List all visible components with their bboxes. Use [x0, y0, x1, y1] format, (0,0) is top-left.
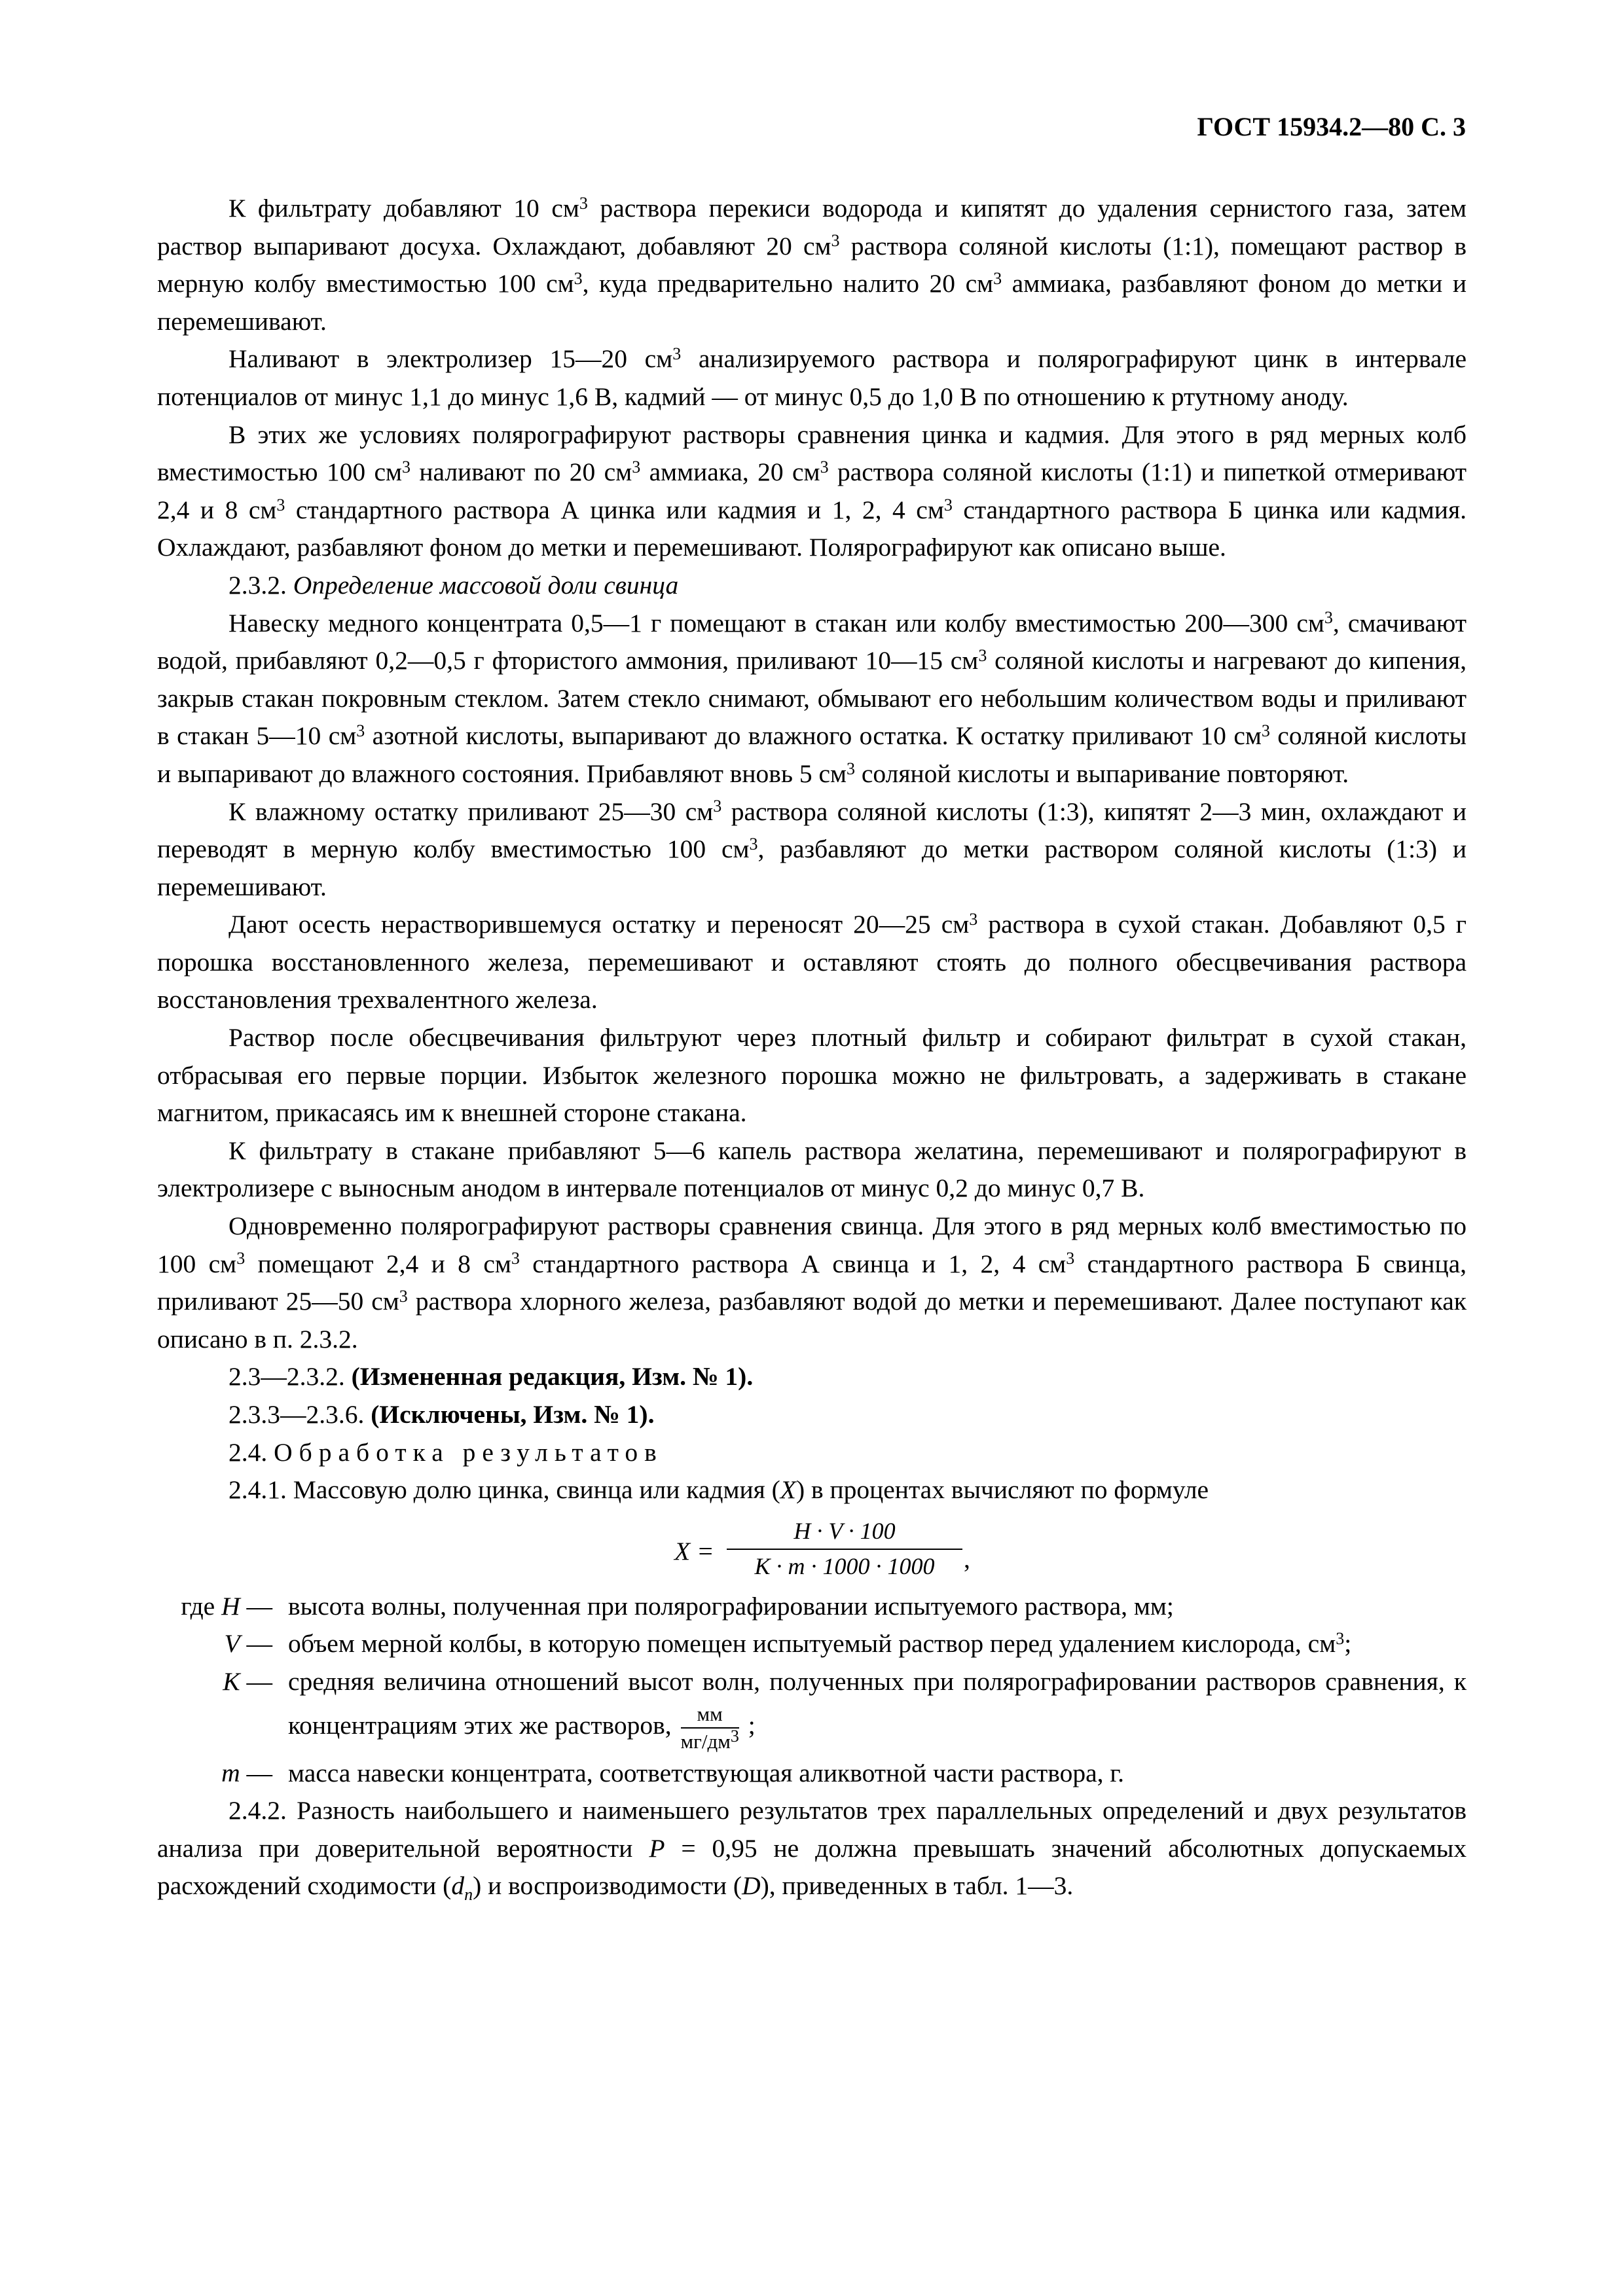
edition-note: 2.3—2.3.2. (Измененная редакция, Изм. № 1). [228, 1362, 754, 1391]
paragraph: Наливают в электролизер 15—20 $см^3$ анализируемого раствора и полярографируют цинк в интервале потенциалов от минус 1,1 до минус 1,6 В, кадмий — от минус 0,5 до 1,0 В по отношению к ртутному аноду. [157, 344, 1467, 411]
paragraph: Раствор после обесцвечивания фильтруют через плотный фильтр и собирают фильтрат в сухой стакан, отбрасывая его первые порции. Избыток железного порошка можно не фильтровать, а задерживать в стакане магнитом, прикасаясь им к внешней стороне стакана. [157, 1023, 1467, 1128]
paragraph: Дают осесть нерастворившемуся остатку и переносят 20—25 $см^3$ раствора в сухой стакан. Добавляют 0,5 г порошка восстановленного железа, перемешивают и оставляют стоять до полного обесцвечивания раствора восстановления трехвалентного железа. [157, 910, 1467, 1014]
edition-note: 2.3.3—2.3.6. (Исключены, Изм. № 1). [228, 1400, 655, 1429]
paragraph: К фильтрату добавляют 10 $см^3$ раствора перекиси водорода и кипятят до удаления сернистого газа, затем раствор выпаривают досуха. Охлаждают, добавляют 20 $см^3$ раствора соляной кислоты (1:1), помещают раствор в мерную колбу вместимостью 100 $см^3$, куда предварительно налито 20 $см^3$ аммиака, разбавляют фоном до метки и перемешивают. [157, 193, 1467, 336]
paragraph: 2.4.1. Массовую долю цинка, свинца или кадмия (X) в процентах вычисляют по формуле [228, 1475, 1209, 1505]
paragraph: Одновременно полярографируют растворы сравнения свинца. Для этого в ряд мерных колб вместимостью по 100 $см^3$ помещают 2,4 и 8 $см^3$ стандартного раствора А свинца и 1, 2, 4 $см^3$ стандартного раствора Б свинца, приливают 25—50 $см^3$ раствора хлорного железа, разбавляют водой до метки и перемешивают. Далее поступают как описано в п. 2.3.2. [157, 1211, 1467, 1354]
definition-row: где H — высота волны, полученная при полярографировании испытуемого раствора, мм; [181, 1591, 1174, 1621]
section-heading: 2.4. Обработка результатов [228, 1437, 663, 1467]
formula-numerator: H · V · 100 [727, 1515, 962, 1550]
paragraph: В этих же условиях полярографируют растворы сравнения цинка и кадмия. Для этого в ряд мерных колб вместимостью 100 $см^3$ наливают по 20 $см^3$ аммиака, 20 $см^3$ раствора соляной кислоты (1:1) и пипеткой отмеривают 2,4 и 8 $см^3$ стандартного раствора А цинка или кадмия и 1, 2, 4 $см^3$ стандартного раствора Б цинка или кадмия. Охлаждают, разбавляют фоном до метки и перемешивают. Полярографируют как описано выше. [157, 420, 1467, 562]
formula-lhs: X = [674, 1536, 714, 1566]
paragraph: Навеску медного концентрата 0,5—1 г помещают в стакан или колбу вместимостью 200—300 $см^3$, смачивают водой, прибавляют 0,2—0,5 г фтористого аммония, приливают 10—15 $см^3$ соляной кислоты и нагревают до кипения, закрыв стакан покровным стеклом. Затем стекло снимают, обмывают его небольшим количеством воды и приливают в стакан 5—10 $см^3$ азотной кислоты, выпаривают до влажного остатка. К остатку приливают 10 $см^3$ соляной кислоты и выпаривают до влажного состояния. Прибавляют вновь 5 $см^3$ соляной кислоты и выпаривание повторяют. [157, 608, 1467, 788]
formula-denominator: K · m · 1000 · 1000 [754, 1552, 935, 1579]
definition-row: K — средняя величина отношений высот волн, полученных при полярографировании растворов сравнения, к концентрациям этих же растворов, мм $мг/дм^3$ ; [72, 1663, 1467, 1755]
paragraph: 2.4.2. Разность наибольшего и наименьшего результатов трех параллельных определений и двух результатов анализа при доверительной вероятности P = 0,95 не должна превышать значений абсолютных допускаемых расхождений сходимости $(d_n)$ и воспроизводимости (D), приведенных в табл. 1—3. [157, 1796, 1467, 1905]
definition-row: V — объем мерной колбы, в которую помещен испытуемый раствор перед удалением кислорода, $см^3$; [224, 1629, 1352, 1659]
section-heading: 2.3.2. Определение массовой доли свинца [228, 570, 679, 600]
variable-definitions [157, 1588, 1467, 1792]
formula-comma: , [964, 1544, 970, 1573]
document-body [157, 190, 1467, 1905]
paragraph: К фильтрату в стакане прибавляют 5—6 капель раствора желатина, перемешивают и полярографируют в электролизере с выносным анодом в интервале потенциалов от минус 0,2 до минус 0,7 В. [157, 1136, 1467, 1203]
formula [157, 1509, 1467, 1588]
definition-row: m — масса навески концентрата, соответствующая аликвотной части раствора, г. [221, 1758, 1125, 1787]
formula-fraction [727, 1515, 962, 1583]
page-header: ГОСТ 15934.2—80 С. 3 [1197, 112, 1466, 141]
paragraph: К влажному остатку приливают 25—30 $см^3$ раствора соляной кислоты (1:3), кипятят 2—3 мин, охлаждают и переводят в мерную колбу вместимостью 100 $см^3$, разбавляют до метки раствором соляной кислоты (1:3) и перемешивают. [157, 797, 1467, 901]
units-fraction: мм $мг/дм^3$ [680, 1702, 739, 1753]
